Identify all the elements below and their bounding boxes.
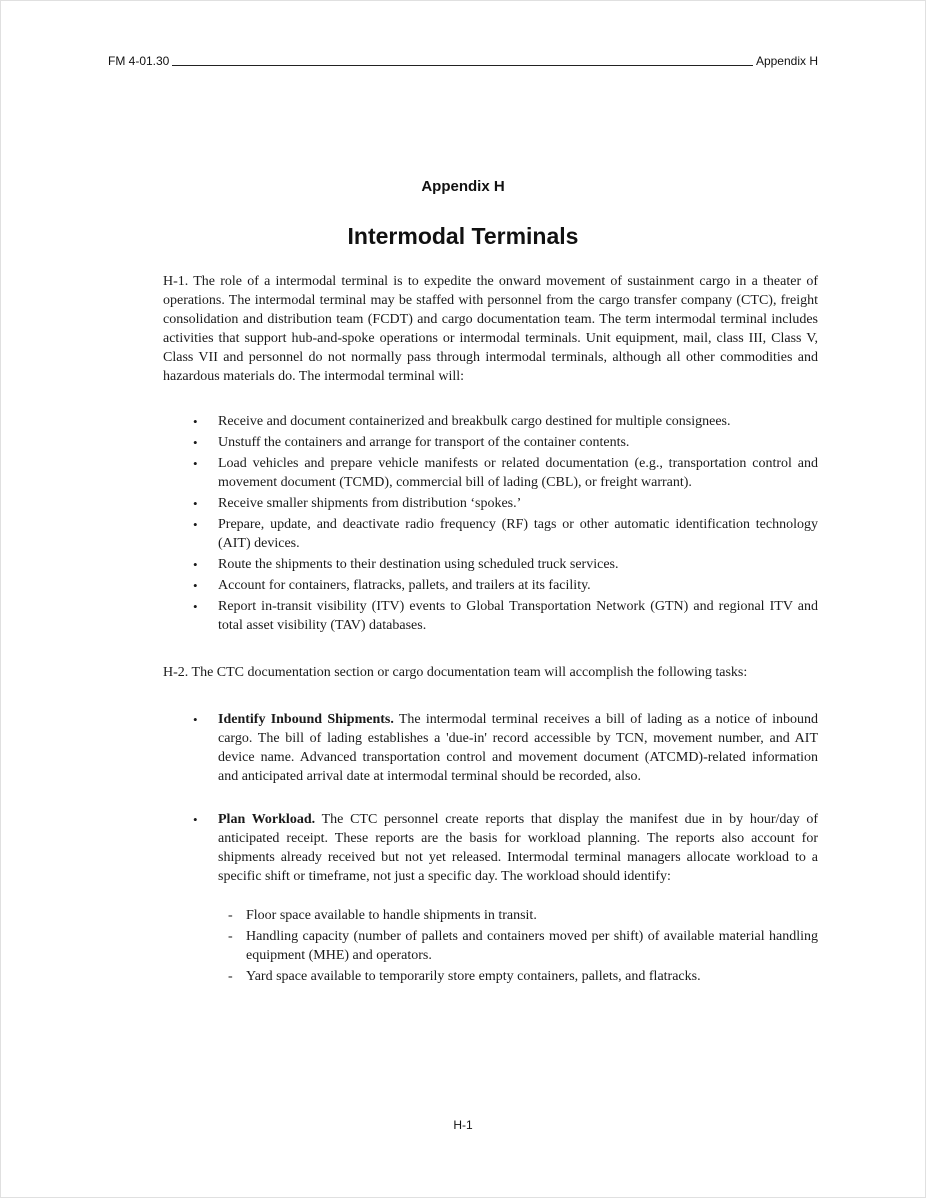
dash-icon: -: [228, 969, 233, 984]
bullet-text: Load vehicles and prepare vehicle manifests or related documentation (e.g., transportation control and movement document (TCMD), commercial bill of lading (CBL), or freight warrant).: [218, 456, 818, 490]
bullet-icon: •: [193, 557, 198, 572]
bullet-text: Receive smaller shipments from distribution ‘spokes.’: [218, 496, 522, 511]
bullet-icon: •: [193, 435, 198, 450]
body-column: [163, 272, 818, 988]
dash-text: Floor space available to handle shipments in transit.: [246, 908, 537, 923]
appendix-title: Appendix H: [421, 178, 505, 195]
bullet-icon: •: [193, 414, 198, 429]
bullet-text: Account for containers, flatracks, pallets, and trailers at its facility.: [218, 578, 591, 593]
titles-block: [0, 178, 926, 250]
dash-icon: -: [228, 908, 233, 923]
bullet-text: [218, 810, 818, 988]
list-item: [163, 597, 818, 635]
list-item: [228, 927, 818, 965]
bullet-icon: •: [193, 456, 198, 471]
workload-dash-list: [218, 906, 818, 986]
page-number: H-1: [453, 1118, 473, 1132]
bullet-lead: Identify Inbound Shipments.: [218, 712, 394, 727]
bullet-icon: •: [193, 812, 198, 827]
task-bullet-identify-inbound-shipments: [163, 710, 818, 786]
list-item: [163, 433, 818, 452]
paragraph-h1: H-1. The role of a intermodal terminal is to expedite the onward movement of sustainment cargo in a theater of operations. The intermodal terminal may be staffed with personnel from the cargo transfer company (CTC), freight consolidation and distribution team (FCDT) and cargo documentation team. The term intermodal terminal includes activities that support hub-and-spoke operations or intermodal terminals. Unit equipment, mail, class III, Class V, Class VII and personnel do not normally pass through intermodal terminals, although all other commodities and hazardous materials do. The intermodal terminal will:: [163, 274, 818, 384]
page-title: Intermodal Terminals: [347, 223, 579, 249]
bullet-text: Report in-transit visibility (ITV) events to Global Transportation Network (GTN) and regional ITV and total asset visibility (TAV) databases.: [218, 599, 818, 633]
list-item: [228, 967, 818, 986]
task-bullet-plan-workload: [163, 810, 818, 988]
dash-icon: -: [228, 929, 233, 944]
list-item: [163, 494, 818, 513]
list-item: [163, 454, 818, 492]
bullet-icon: •: [193, 517, 198, 532]
list-item: [163, 576, 818, 595]
page-header: [108, 54, 818, 68]
header-rule: [172, 64, 753, 66]
header-appendix-label: Appendix H: [755, 54, 818, 68]
paragraph-h2: H-2. The CTC documentation section or cargo documentation team will accomplish the following tasks:: [163, 665, 748, 680]
list-item: [163, 555, 818, 574]
bullet-lead: Plan Workload.: [218, 812, 316, 827]
bullet-body: The CTC personnel create reports that display the manifest due in by hour/day of anticipated receipt. These reports are the basis for workload planning. The reports also account for shipments already received but not yet released. Intermodal terminal managers allocate workload to a specific shift or timeframe, not just a specific day. The workload should identify:: [218, 812, 818, 884]
list-item: [163, 515, 818, 553]
header-doc-number: FM 4-01.30: [108, 54, 170, 68]
bullet-icon: •: [193, 578, 198, 593]
bullet-text: Prepare, update, and deactivate radio frequency (RF) tags or other automatic identification technology (AIT) devices.: [218, 517, 818, 551]
bullet-paragraph: [218, 810, 818, 886]
bullet-icon: •: [193, 599, 198, 614]
list-item: [163, 412, 818, 431]
bullet-text: Receive and document containerized and breakbulk cargo destined for multiple consignees.: [218, 414, 731, 429]
h2-bullet-list: [163, 710, 818, 988]
bullet-text: Route the shipments to their destination using scheduled truck services.: [218, 557, 619, 572]
bullet-text: [218, 710, 818, 786]
section-h2: [163, 663, 818, 988]
dash-text: Handling capacity (number of pallets and containers moved per shift) of available material handling equipment (MHE) and operators.: [246, 929, 818, 963]
h1-bullet-list: [163, 412, 818, 635]
bullet-text: Unstuff the containers and arrange for transport of the container contents.: [218, 435, 630, 450]
bullet-icon: •: [193, 712, 198, 727]
bullet-body: The intermodal terminal receives a bill of lading as a notice of inbound cargo. The bill of lading establishes a 'due-in' record accessible by TCN, movement number, and AIT device name. Advanced transportation control and movement document (ATCMD)-related information and anticipated arrival date at intermodal terminal should be recorded, also.: [218, 712, 819, 784]
dash-text: Yard space available to temporarily store empty containers, pallets, and flatracks.: [246, 969, 701, 984]
list-item: [228, 906, 818, 925]
bullet-icon: •: [193, 496, 198, 511]
